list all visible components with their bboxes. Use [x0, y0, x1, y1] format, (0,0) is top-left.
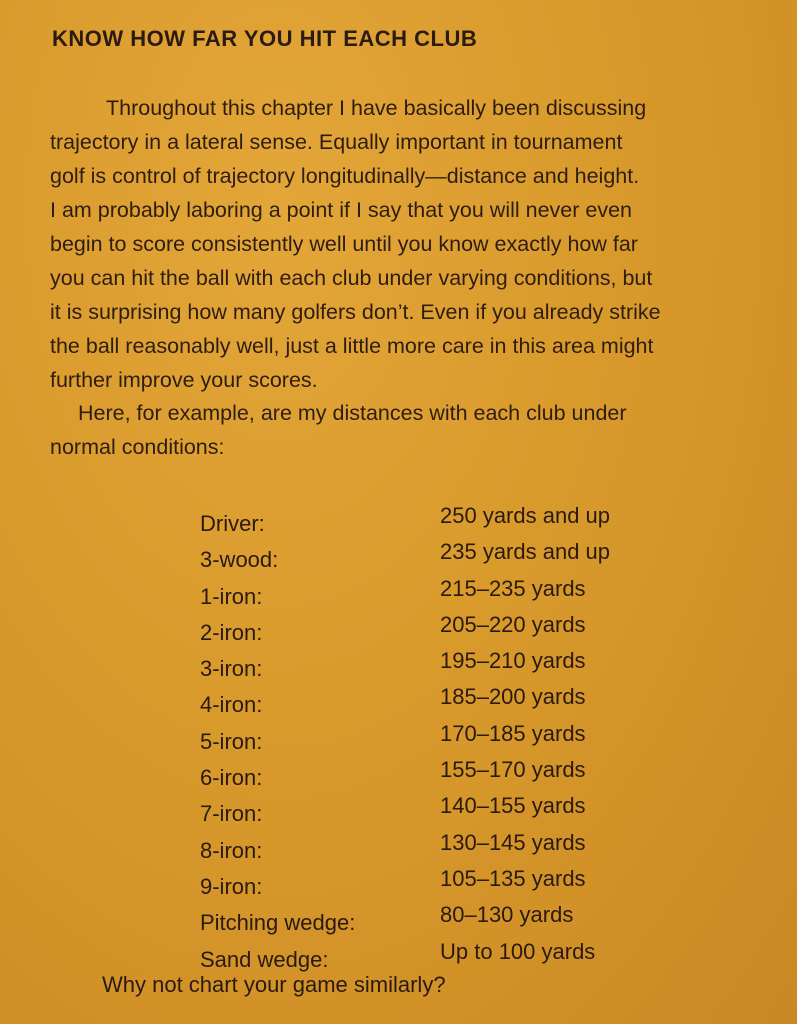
paragraph-line: further improve your scores. — [50, 368, 318, 392]
club-name: Sand wedge: — [200, 946, 329, 972]
paragraph-example — [50, 396, 782, 464]
club-distance: 195–210 yards — [440, 648, 586, 674]
paragraph-line: the ball reasonably well, just a little more care in this area might — [50, 334, 654, 358]
club-distance: 155–170 yards — [440, 757, 586, 783]
table-row — [200, 829, 660, 868]
table-row — [200, 575, 660, 614]
club-distance: 105–135 yards — [440, 865, 586, 891]
club-name: 9-iron: — [200, 873, 263, 899]
table-row — [200, 611, 660, 650]
club-distance: 205–220 yards — [440, 611, 586, 637]
club-distance: Up to 100 yards — [440, 938, 596, 964]
club-name: 2-iron: — [200, 619, 263, 645]
club-distance: 185–200 yards — [440, 684, 586, 710]
club-name: 3-iron: — [200, 656, 263, 682]
club-distance: 140–155 yards — [440, 793, 586, 819]
paragraph-line: you can hit the ball with each club under varying conditions, but — [50, 266, 653, 290]
club-name: 6-iron: — [200, 765, 263, 791]
table-row — [200, 759, 660, 795]
closing-question: Why not chart your game similarly? — [102, 972, 446, 997]
club-name: 3-wood: — [200, 547, 279, 573]
club-distance-table — [200, 505, 660, 977]
club-name: 4-iron: — [200, 692, 263, 718]
paragraph-line: it is surprising how many golfers don’t. Even if you already strike — [50, 300, 661, 324]
club-distance: 250 yards and up — [440, 503, 611, 528]
club-name: 5-iron: — [200, 728, 263, 754]
paragraph-line: golf is control of trajectory longitudinally—distance and height. — [50, 164, 640, 188]
section-heading: KNOW HOW FAR YOU HIT EACH CLUB — [52, 26, 478, 51]
table-row — [200, 505, 660, 541]
table-row — [200, 686, 660, 722]
club-name: Driver: — [200, 511, 265, 536]
paragraph-line: I am probably laboring a point if I say that you will never even — [50, 198, 633, 222]
paragraph-line: normal conditions: — [50, 435, 225, 459]
paragraph-line: Here, for example, are my distances with each club under — [78, 401, 627, 425]
club-name: 7-iron: — [200, 801, 263, 827]
club-distance: 80–130 yards — [440, 902, 574, 928]
club-name: 1-iron: — [200, 583, 263, 609]
table-row — [200, 720, 660, 759]
club-name: 8-iron: — [200, 837, 263, 863]
table-row — [200, 650, 660, 686]
paragraph-line: trajectory in a lateral sense. Equally important in tournament — [50, 130, 623, 154]
club-distance: 170–185 yards — [440, 720, 586, 746]
paragraph-line: begin to score consistently well until you know exactly how far — [50, 232, 638, 256]
table-row — [200, 904, 660, 940]
club-distance: 235 yards and up — [440, 539, 611, 565]
table-row — [200, 865, 660, 904]
table-row — [200, 795, 660, 831]
table-row — [200, 541, 660, 577]
club-distance: 215–235 yards — [440, 575, 586, 601]
club-distance: 130–145 yards — [440, 829, 586, 855]
paragraph-intro — [50, 91, 782, 397]
paragraph-line: Throughout this chapter I have basically been discussing — [106, 96, 647, 120]
club-name: Pitching wedge: — [200, 910, 356, 936]
